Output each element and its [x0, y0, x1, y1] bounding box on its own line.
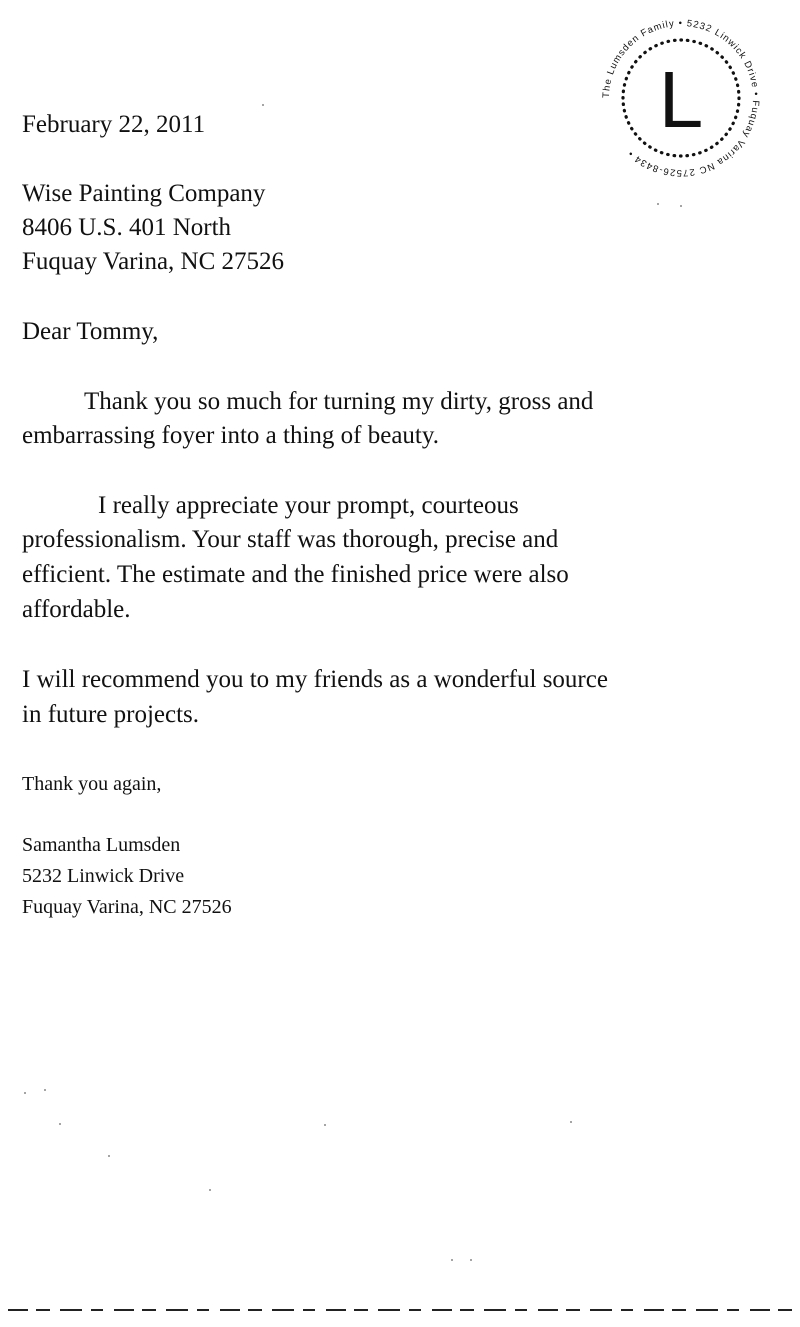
scan-speck [657, 203, 659, 205]
scan-speck [470, 1259, 472, 1261]
scan-speck [209, 1189, 211, 1191]
stamp-monogram: L [658, 55, 704, 144]
paragraph-3-line-1: I will recommend you to my friends as a wonderful source [22, 666, 608, 693]
bottom-dash-border [0, 1303, 800, 1317]
scan-speck [59, 1123, 61, 1125]
scan-speck [24, 1092, 26, 1094]
scan-speck [570, 1121, 572, 1123]
stamp-ring-textpath: The Lumsden Family • 5232 Linwick Drive • Fuquay Varina NC 27526-8434 • [600, 17, 762, 179]
letter-date: February 22, 2011 [22, 111, 206, 138]
scan-speck [262, 104, 264, 106]
scan-speck [451, 1259, 453, 1261]
paragraph-1-line-2: embarrassing foyer into a thing of beauty. [22, 422, 440, 449]
sender-street: 5232 Linwick Drive [22, 865, 185, 887]
salutation: Dear Tommy, [22, 318, 159, 345]
paragraph-2-line-2: professionalism. Your staff was thorough, precise and [22, 526, 559, 553]
sender-name: Samantha Lumsden [22, 834, 181, 856]
recipient-street: 8406 U.S. 401 North [22, 214, 232, 241]
paragraph-3-line-2: in future projects. [22, 701, 200, 728]
paragraph-2-line-1: I really appreciate your prompt, courteous [98, 492, 519, 519]
scan-speck [324, 1124, 326, 1126]
sender-city: Fuquay Varina, NC 27526 [22, 896, 232, 918]
paragraph-1-line-1: Thank you so much for turning my dirty, gross and [84, 388, 594, 415]
return-address-stamp [596, 13, 766, 183]
paragraph-2-line-4: affordable. [22, 596, 131, 623]
closing: Thank you again, [22, 773, 162, 795]
scan-speck [44, 1089, 46, 1091]
stamp-graphic [596, 13, 766, 183]
scan-speck [680, 205, 682, 207]
recipient-name: Wise Painting Company [22, 180, 266, 207]
paragraph-2-line-3: efficient. The estimate and the finished price were also [22, 561, 569, 588]
recipient-city: Fuquay Varina, NC 27526 [22, 248, 285, 275]
scan-speck [108, 1155, 110, 1157]
